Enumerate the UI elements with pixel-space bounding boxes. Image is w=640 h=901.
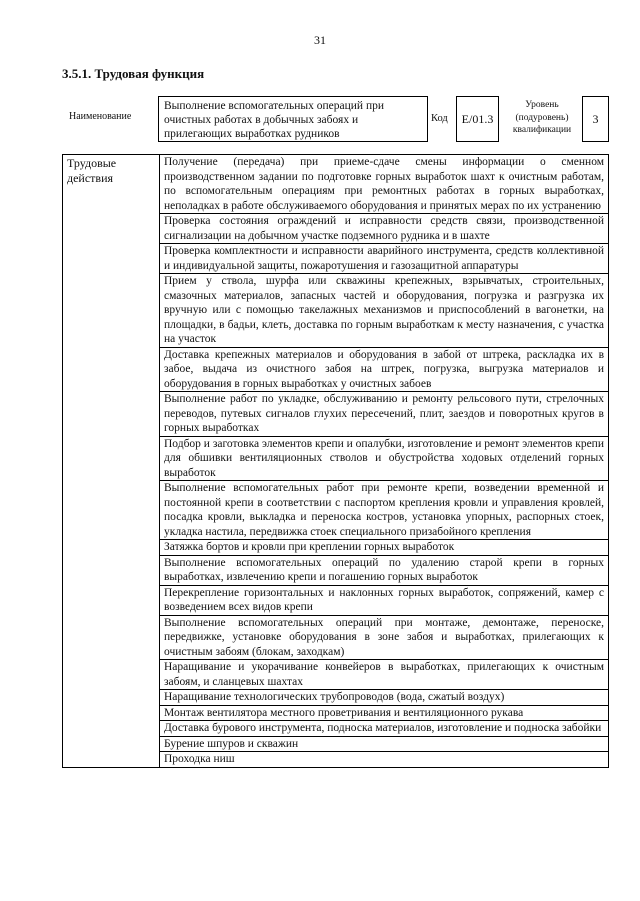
action-cell: Получение (передача) при приеме-сдаче смены информации о сменном производственном задании по подготовке горных выработок шахт к очистным работам, по вспомогательным операциям при ремонтных работах в горных выработках, неполадках в работе обслуживаемого оборудования и принятых мерах по их устранению bbox=[160, 155, 609, 214]
table-row bbox=[63, 155, 609, 214]
name-label: Наименование bbox=[69, 111, 132, 122]
action-cell: Наращивание и укорачивание конвейеров в выработках, прилегающих к очистным забоям, и сланцевых шахтах bbox=[160, 660, 609, 690]
row-header: Трудовые действия bbox=[63, 155, 160, 768]
action-cell: Прием у ствола, шурфа или скважины крепежных, взрывчатых, строительных, смазочных материалов, запасных частей и оборудования, погрузка и разгрузка их вручную или с помощью такелажных механизмов и приспособлений в вагонетки, на площадки, в бадьи, клеть, доставка по горным выработкам к месту назначения, с участка на участок bbox=[160, 274, 609, 348]
level-value: 3 bbox=[582, 96, 609, 142]
action-cell: Доставка крепежных материалов и оборудования в забой от штрека, раскладка их в забое, выдача из очистного забоя на штрек, погрузка, выгрузка материалов и оборудования в горных выработках у очистных забоев bbox=[160, 347, 609, 392]
function-name: Выполнение вспомогательных операций при очистных работах в добычных забоях и прилегающих выработках рудников bbox=[158, 96, 428, 142]
labor-actions-table bbox=[62, 154, 609, 768]
action-cell: Доставка бурового инструмента, подноска материалов, изготовление и подноска забойки bbox=[160, 721, 609, 737]
section-title: 3.5.1. Трудовая функция bbox=[62, 66, 205, 81]
level-label: Уровень (подуровень) квалификации bbox=[512, 100, 572, 135]
code-label: Код bbox=[431, 113, 448, 124]
action-cell: Наращивание технологических трубопроводов (вода, сжатый воздух) bbox=[160, 690, 609, 706]
action-cell: Выполнение вспомогательных операций по удалению старой крепи в горных выработках, извлечению крепи и погашению горных выработок bbox=[160, 555, 609, 585]
action-cell: Проверка комплектности и исправности аварийного инструмента, средств коллективной и индивидуальной защиты, пожаротушения и газозащитной аппаратуры bbox=[160, 244, 609, 274]
code-value: E/01.3 bbox=[456, 96, 499, 142]
action-cell: Выполнение вспомогательных работ при ремонте крепи, возведении временной и постоянной крепи в соответствии с паспортом крепления кровли и управления кровлей, посадка кровли, выкладка и переноска костров, установка упорных, распорных стоек, укладка настила, передвижка стоек специального призабойного крепления bbox=[160, 481, 609, 540]
action-cell: Монтаж вентилятора местного проветривания и вентиляционного рукава bbox=[160, 705, 609, 721]
page-number: 31 bbox=[314, 33, 326, 47]
action-cell: Затяжка бортов и кровли при креплении горных выработок bbox=[160, 540, 609, 556]
action-cell: Подбор и заготовка элементов крепи и опалубки, изготовление и ремонт элементов крепи для обшивки вентиляционных стволов и обустройства ходовых отделений горных выработок bbox=[160, 436, 609, 481]
action-cell: Выполнение работ по укладке, обслуживанию и ремонту рельсового пути, стрелочных переводов, путевых сигналов глухих пересечений, плит, заездов и поворотных кругов в горных выработках bbox=[160, 392, 609, 437]
action-cell: Перекрепление горизонтальных и наклонных горных выработок, сопряжений, камер с возведением всех видов крепи bbox=[160, 585, 609, 615]
action-cell: Проходка ниш bbox=[160, 752, 609, 768]
action-cell: Проверка состояния ограждений и исправности средств связи, производственной сигнализации на добычном участке подземного рудника и в шахте bbox=[160, 214, 609, 244]
action-cell: Бурение шпуров и скважин bbox=[160, 736, 609, 752]
action-cell: Выполнение вспомогательных операций при монтаже, демонтаже, переноске, передвижке, установке оборудования в зоне забоя и выработках, прилегающих к очистным забоям (блокам, заходкам) bbox=[160, 615, 609, 660]
